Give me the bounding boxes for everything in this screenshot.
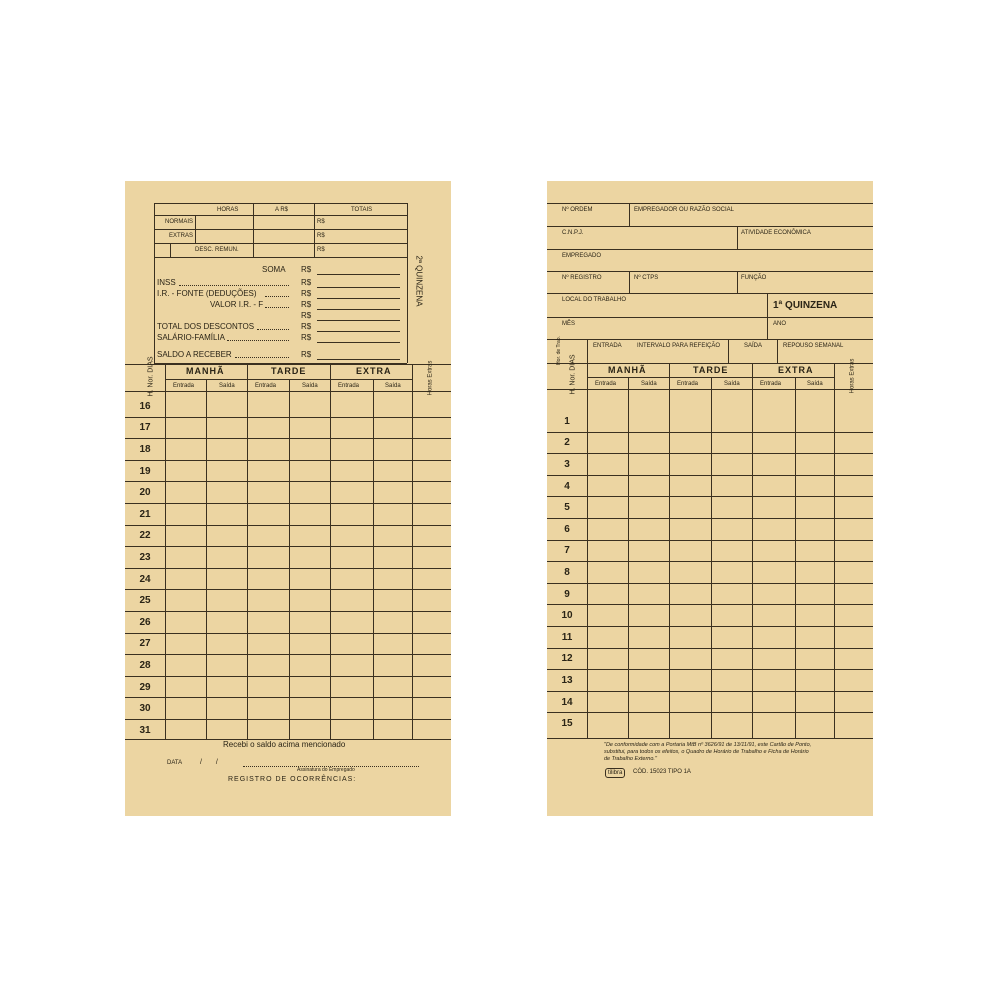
col-line <box>206 379 207 739</box>
sub-saida: Saída <box>641 381 657 387</box>
field-empregador: EMPREGADOR OU RAZÃO SOCIAL <box>634 207 735 213</box>
col-line <box>587 363 588 738</box>
table-top <box>125 364 451 365</box>
col-line <box>752 363 753 738</box>
receipt-text: Recebi o saldo acima mencionado <box>223 740 346 749</box>
info-divider <box>767 293 768 339</box>
info-line <box>547 203 873 204</box>
field-cnpj: C.N.P.J. <box>562 230 584 236</box>
dot-leader <box>227 340 289 341</box>
field-ano: ANO <box>773 321 787 327</box>
day-number: 2 <box>564 437 570 449</box>
sub-saida: Saída <box>724 381 740 387</box>
day-number: 15 <box>561 718 573 730</box>
schedule-saida: SAÍDA <box>744 343 763 349</box>
row-divider <box>547 669 873 670</box>
info-line <box>547 293 873 294</box>
summary-grid-line <box>170 243 171 257</box>
field-funcao: FUNÇÃO <box>741 275 767 281</box>
row-divider <box>125 633 451 634</box>
row-divider <box>547 712 873 713</box>
schedule-repouso: REPOUSO SEMANAL <box>783 343 844 349</box>
col-line <box>795 377 796 738</box>
row-divider <box>125 589 451 590</box>
row-currency: R$ <box>317 247 325 253</box>
currency: R$ <box>301 265 312 274</box>
period-tarde: TARDE <box>271 366 307 376</box>
day-number: 4 <box>564 480 570 492</box>
currency: R$ <box>301 333 312 342</box>
period-manha: MANHÃ <box>608 365 647 375</box>
row-divider <box>125 503 451 504</box>
row-divider <box>125 676 451 677</box>
day-number: 9 <box>564 588 570 600</box>
day-number: 22 <box>139 530 151 542</box>
field-empregado: EMPREGADO <box>562 253 602 259</box>
day-number: 12 <box>561 653 573 665</box>
row-currency: R$ <box>317 219 325 225</box>
fill-line <box>317 309 400 310</box>
day-number: 31 <box>139 724 151 736</box>
row-divider <box>547 475 873 476</box>
sub-entrada: Entrada <box>760 381 782 387</box>
day-number: 24 <box>139 573 151 585</box>
dot-leader <box>235 357 289 358</box>
summary-grid-line <box>154 243 407 244</box>
signature-label: Assinatura do Empregado <box>297 767 355 773</box>
horas-extras-header: Horas Extras <box>427 360 434 396</box>
sub-saida: Saída <box>302 383 318 389</box>
table-header-bottom <box>547 389 873 390</box>
sub-saida: Saída <box>807 381 823 387</box>
row-divider <box>125 719 451 720</box>
fill-line <box>317 342 400 343</box>
field-atividade: ATIVIDADE ECONÔMICA <box>741 230 811 236</box>
row-divider <box>547 626 873 627</box>
row-label-normais: NORMAIS <box>165 219 194 225</box>
sub-saida: Saída <box>219 383 235 389</box>
hor-trab-label: Hor. de Trab. <box>555 336 562 365</box>
field-local: LOCAL DO TRABALHO <box>562 297 627 303</box>
label-inss: INSS <box>157 278 176 287</box>
row-divider <box>547 648 873 649</box>
header-a-rs: A R$ <box>275 207 289 213</box>
day-number: 5 <box>564 502 570 514</box>
fill-line <box>317 359 400 360</box>
occurrences-label: REGISTRO DE OCORRÊNCIAS: <box>228 776 357 783</box>
day-number: 25 <box>139 595 151 607</box>
dot-leader <box>179 285 289 286</box>
info-divider <box>629 203 630 226</box>
col-line <box>834 363 835 738</box>
day-number: 20 <box>139 487 151 499</box>
row-divider <box>547 496 873 497</box>
horas-extras-header: Horas Extras <box>849 358 856 394</box>
info-line <box>547 249 873 250</box>
sub-entrada: Entrada <box>255 383 277 389</box>
fill-line <box>317 331 400 332</box>
sub-entrada: Entrada <box>595 381 617 387</box>
day-number: 10 <box>561 610 573 622</box>
summary-grid-line <box>154 215 407 216</box>
row-divider <box>547 583 873 584</box>
row-divider <box>547 432 873 433</box>
currency: R$ <box>301 322 312 331</box>
dot-leader <box>265 307 289 308</box>
summary-grid-line <box>314 203 315 257</box>
row-divider <box>547 604 873 605</box>
info-line <box>547 317 873 318</box>
quinzena-label: 1ª QUINZENA <box>773 300 838 311</box>
row-divider <box>125 525 451 526</box>
day-number: 3 <box>564 459 570 470</box>
product-code: CÓD. 15023 TIPO 1A <box>633 769 691 775</box>
dot-leader <box>257 329 289 330</box>
dot-leader <box>265 296 289 297</box>
day-number: 19 <box>139 465 151 477</box>
day-number: 7 <box>564 545 570 557</box>
sub-saida: Saída <box>385 383 401 389</box>
table-bottom <box>547 738 873 739</box>
row-divider <box>547 561 873 562</box>
row-label-desc-remun: DESC. REMUN. <box>195 247 239 253</box>
back-timecard <box>125 181 451 816</box>
currency: R$ <box>301 289 312 298</box>
fill-line <box>317 274 400 275</box>
day-number: 16 <box>139 400 151 412</box>
summary-grid-line <box>154 229 407 230</box>
day-number: 17 <box>139 422 151 434</box>
row-divider <box>125 654 451 655</box>
info-divider <box>737 226 738 249</box>
date-slashes: / / <box>200 759 218 766</box>
row-divider <box>547 453 873 454</box>
header-horas: HORAS <box>217 207 239 213</box>
day-number: 28 <box>139 660 151 671</box>
fill-line <box>317 287 400 288</box>
sub-entrada: Entrada <box>338 383 360 389</box>
day-number: 6 <box>564 523 570 535</box>
dias-header: H. Nor. DIAS <box>147 356 155 397</box>
day-number: 8 <box>564 567 570 578</box>
row-divider <box>547 691 873 692</box>
day-number: 27 <box>139 638 151 650</box>
currency: R$ <box>301 278 312 287</box>
field-mes: MÊS <box>562 321 576 327</box>
row-divider <box>125 417 451 418</box>
summary-grid-line <box>195 215 196 243</box>
period-tarde: TARDE <box>693 365 729 375</box>
label-soma: SOMA <box>262 265 286 274</box>
data-label: DATA <box>167 760 183 766</box>
fill-line <box>317 320 400 321</box>
label-total-descontos: TOTAL DOS DESCONTOS <box>157 322 255 331</box>
row-divider <box>125 611 451 612</box>
table-header-bottom <box>125 391 451 392</box>
info-divider <box>737 271 738 293</box>
row-divider <box>125 460 451 461</box>
label-ir-fonte: I.R. - FONTE (DEDUÇÕES) <box>157 289 257 298</box>
row-divider <box>125 546 451 547</box>
row-divider <box>547 518 873 519</box>
col-line <box>247 364 248 739</box>
row-divider <box>125 568 451 569</box>
info-divider <box>587 339 588 363</box>
day-number: 1 <box>564 415 570 427</box>
period-manha: MANHÃ <box>186 366 225 376</box>
row-currency: R$ <box>317 233 325 239</box>
day-number: 11 <box>561 631 573 643</box>
info-line <box>547 271 873 272</box>
day-number: 14 <box>561 696 573 708</box>
fill-line <box>317 298 400 299</box>
currency: R$ <box>301 311 312 320</box>
summary-border-right <box>407 203 408 363</box>
field-ordem: Nº ORDEM <box>562 207 593 213</box>
info-line <box>547 339 873 340</box>
legal-footnote: "De conformidade com a Portaria MtB nº 3626/91 de 13/11/91, este Cartão de Ponto, substitui, para todos os efeitos, o Quadro de Horário de Trabalho e Ficha de Horário de Trabalho Externo." <box>604 742 812 762</box>
info-divider <box>777 339 778 363</box>
sub-entrada: Entrada <box>677 381 699 387</box>
sub-entrada: Entrada <box>173 383 195 389</box>
day-number: 30 <box>139 703 151 715</box>
field-ctps: Nº CTPS <box>634 275 659 281</box>
label-saldo-receber: SALDO A RECEBER <box>157 350 232 359</box>
row-label-extras: EXTRAS <box>169 233 194 239</box>
field-registro: Nº REGISTRO <box>562 275 602 281</box>
quinzena-label: 2ª QUINZENA <box>414 255 424 307</box>
row-divider <box>547 540 873 541</box>
front-timecard <box>547 181 873 816</box>
col-line <box>373 379 374 739</box>
info-line <box>547 363 873 364</box>
info-divider <box>728 339 729 363</box>
col-line <box>165 364 166 739</box>
summary-border-top <box>154 203 407 204</box>
brand-logo: tilibra <box>605 768 625 778</box>
schedule-entrada: ENTRADA <box>593 343 622 349</box>
col-line <box>628 377 629 738</box>
day-number: 21 <box>139 508 151 520</box>
header-totais: TOTAIS <box>351 207 373 213</box>
label-valor-ir: VALOR I.R. - F <box>210 300 264 309</box>
row-divider <box>125 697 451 698</box>
summary-border-left <box>154 203 155 363</box>
info-line <box>547 226 873 227</box>
period-extra: EXTRA <box>778 365 814 375</box>
info-divider <box>629 271 630 293</box>
currency: R$ <box>301 350 312 359</box>
dias-header: H. Nor. DIAS <box>569 354 577 395</box>
col-line <box>669 363 670 738</box>
col-line <box>711 377 712 738</box>
schedule-intervalo: INTERVALO PARA REFEIÇÃO <box>637 343 721 349</box>
day-number: 29 <box>139 681 151 693</box>
day-number: 13 <box>561 675 573 686</box>
summary-border-mid <box>154 257 407 258</box>
summary-grid-line <box>253 203 254 257</box>
row-divider <box>125 481 451 482</box>
col-line <box>412 364 413 739</box>
day-number: 18 <box>139 444 151 455</box>
col-line <box>289 379 290 739</box>
day-number: 23 <box>139 552 151 563</box>
day-number: 26 <box>139 616 151 628</box>
currency: R$ <box>301 300 312 309</box>
label-salario-familia: SALÁRIO-FAMÍLIA <box>157 333 226 342</box>
row-divider <box>125 438 451 439</box>
col-line <box>330 364 331 739</box>
period-extra: EXTRA <box>356 366 392 376</box>
